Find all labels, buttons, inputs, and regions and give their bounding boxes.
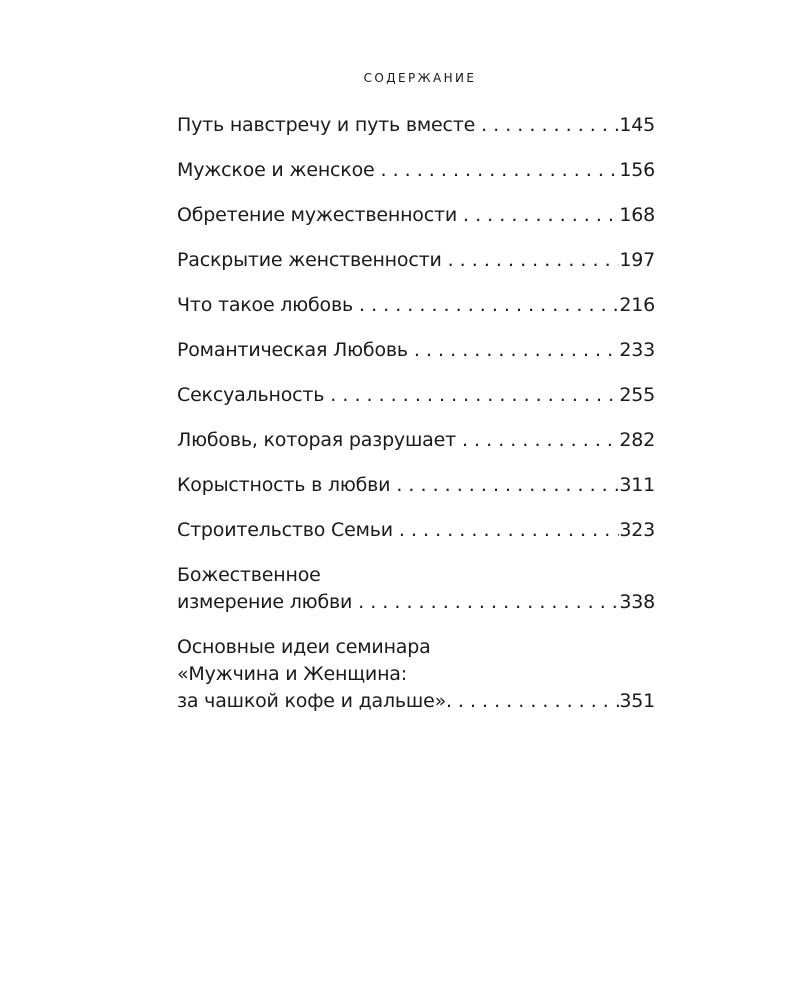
toc-entry[interactable]: [177, 472, 655, 499]
dot-leader: [457, 202, 619, 229]
dot-leader: [442, 247, 620, 274]
dot-leader: [408, 337, 619, 364]
toc-entry-title-line: Путь навстречу и путь вместе: [177, 114, 476, 136]
toc-page-number: 197: [619, 249, 655, 271]
toc-heading: СОДЕРЖАНИЕ: [363, 71, 477, 85]
toc-page-number: 168: [619, 204, 655, 226]
toc-entry-title-line: Обретение мужественности: [177, 204, 457, 226]
toc-entry[interactable]: [177, 247, 655, 274]
toc-entry-title-line: Мужское и женское: [177, 159, 375, 181]
toc-entry[interactable]: [177, 337, 655, 364]
toc-entry-title-line: Корыстность в любви: [177, 474, 391, 496]
toc-page-number: 338: [619, 591, 655, 613]
toc-entry-title-line: Божественное: [177, 564, 321, 586]
toc-entry-row: [177, 589, 655, 616]
dot-leader: [452, 688, 619, 715]
toc-entry-row: [177, 202, 655, 229]
dot-leader: [352, 589, 619, 616]
toc-entry[interactable]: [177, 517, 655, 544]
dot-leader: [475, 112, 619, 139]
toc-entry-title-line: Сексуальность: [177, 384, 325, 406]
toc-entry-title-line: «Мужчина и Женщина:: [177, 663, 407, 685]
toc-page-number: 216: [619, 294, 655, 316]
toc-entry-title-line: Романтическая Любовь: [177, 339, 408, 361]
toc-entry-row: [177, 157, 655, 184]
toc-entry-title-line: Основные идеи семинара: [177, 636, 431, 658]
toc-entry[interactable]: [177, 292, 655, 319]
toc-entry-row: [177, 247, 655, 274]
toc-page-number: 255: [619, 384, 655, 406]
toc-entry[interactable]: [177, 634, 655, 715]
toc-entry-title-line: измерение любви: [177, 591, 353, 613]
dot-leader: [390, 472, 619, 499]
toc-page-number: 351: [619, 690, 655, 712]
toc-page-number: 282: [619, 429, 655, 451]
toc-entry[interactable]: [177, 562, 655, 616]
toc-list: [177, 112, 655, 733]
toc-page-number: 311: [619, 474, 655, 496]
toc-entry-title-line: Раскрытие женственности: [177, 249, 442, 271]
toc-entry-row: [177, 382, 655, 409]
toc-entry[interactable]: [177, 157, 655, 184]
toc-entry-row: [177, 337, 655, 364]
toc-entry-row: [177, 517, 655, 544]
toc-entry[interactable]: [177, 202, 655, 229]
toc-entry-title-line: Что такое любовь: [177, 294, 353, 316]
toc-page-number: 145: [619, 114, 655, 136]
dot-leader: [456, 427, 619, 454]
dot-leader: [324, 382, 619, 409]
toc-entry-row: [177, 688, 655, 715]
toc-entry-row: [177, 292, 655, 319]
toc-entry-title-line: Любовь, которая разрушает: [177, 429, 456, 451]
toc-page-number: 323: [619, 519, 655, 541]
toc-page-number: 233: [619, 339, 655, 361]
toc-entry[interactable]: [177, 382, 655, 409]
toc-page-number: 156: [619, 159, 655, 181]
toc-entry-row: [177, 427, 655, 454]
dot-leader: [393, 517, 619, 544]
toc-entry-title-line: за чашкой кофе и дальше».: [177, 690, 452, 712]
dot-leader: [374, 157, 619, 184]
dot-leader: [353, 292, 619, 319]
toc-entry-row: [177, 472, 655, 499]
toc-entry[interactable]: [177, 427, 655, 454]
toc-entry[interactable]: [177, 112, 655, 139]
toc-entry-title-line: Строительство Семьи: [177, 519, 393, 541]
toc-entry-row: [177, 112, 655, 139]
